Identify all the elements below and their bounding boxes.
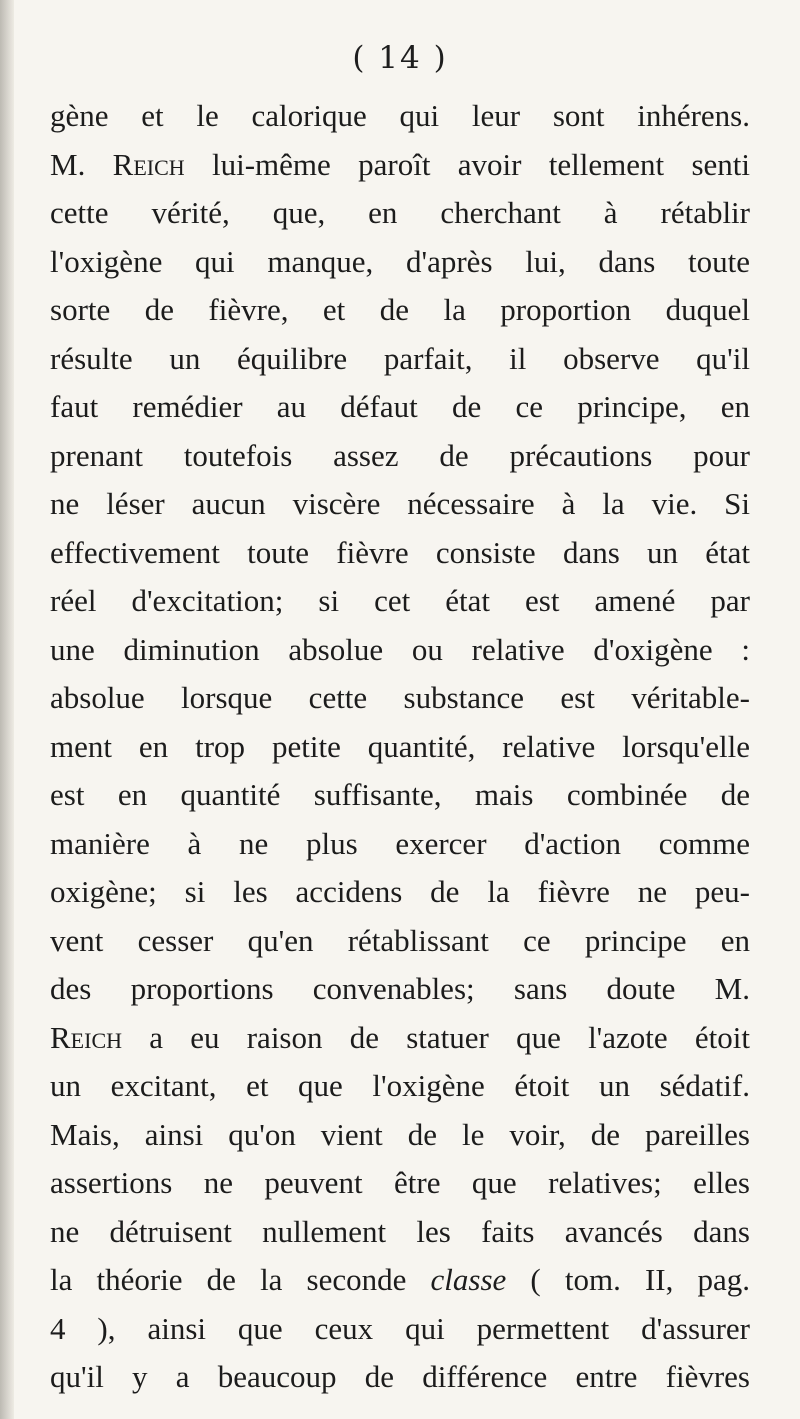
text-line — [50, 1014, 750, 1063]
text-line — [50, 674, 750, 723]
line-text: résulte un équilibre parfait, il observe qu'il — [50, 340, 750, 376]
text-line — [50, 238, 750, 287]
body-text — [50, 92, 750, 1402]
text-line — [50, 577, 750, 626]
text-line — [50, 771, 750, 820]
line-text: manière à ne plus exercer d'action comme — [50, 825, 750, 861]
text-line — [50, 820, 750, 869]
text-line — [50, 723, 750, 772]
line-text: la théorie de la seconde — [50, 1262, 431, 1297]
text-line — [50, 286, 750, 335]
line-text: 4 ), ainsi que ceux qui permettent d'assurer — [50, 1310, 750, 1346]
text-line — [50, 432, 750, 481]
text-line — [50, 1353, 750, 1402]
text-line — [50, 1111, 750, 1160]
text-line — [50, 868, 750, 917]
line-text: un excitant, et que l'oxigène étoit un sédatif. — [50, 1068, 750, 1103]
line-text: ne détruisent nullement les faits avancés dans — [50, 1213, 750, 1249]
page-number: ( 14 ) — [352, 40, 448, 76]
line-text: ne léser aucun viscère nécessaire à la vie. Si — [50, 486, 750, 521]
text-line — [50, 1256, 750, 1305]
line-text: effectivement toute fièvre consiste dans un état — [50, 534, 750, 570]
page-edge-shadow — [0, 0, 14, 1419]
text-line — [50, 1305, 750, 1354]
text-line — [50, 480, 750, 529]
text-line — [50, 1062, 750, 1111]
line-text: a eu raison de statuer que l'azote étoit — [122, 1019, 750, 1055]
line-text: M. — [50, 146, 113, 182]
line-text: prenant toutefois assez de précautions pour — [50, 437, 750, 473]
line-text: Mais, ainsi qu'on vient de le voir, de pareilles — [50, 1116, 750, 1152]
line-text: est en quantité suffisante, mais combinée de — [50, 777, 750, 812]
line-text: faut remédier au défaut de ce principe, en — [50, 389, 750, 424]
text-line — [50, 965, 750, 1014]
line-text: cette vérité, que, en cherchant à rétablir — [50, 195, 750, 230]
text-line — [50, 189, 750, 238]
line-text: des proportions convenables; sans doute M. — [50, 971, 750, 1006]
line-text: ment en trop petite quantité, relative lorsqu'elle — [50, 728, 750, 764]
line-text: une diminution absolue ou relative d'oxigène : — [50, 631, 750, 667]
line-text: réel d'excitation; si cet état est amené par — [50, 583, 750, 618]
text-line — [50, 92, 750, 141]
text-line — [50, 383, 750, 432]
line-text: vent cesser qu'en rétablissant ce principe en — [50, 922, 750, 958]
line-text: lui-même paroît avoir tellement senti — [184, 146, 750, 182]
line-text: oxigène; si les accidens de la fièvre ne peu- — [50, 874, 750, 909]
line-text: qu'il y a beaucoup de différence entre fièvres — [50, 1359, 750, 1394]
text-line — [50, 917, 750, 966]
text-line — [50, 1208, 750, 1257]
text-line — [50, 1159, 750, 1208]
text-line — [50, 141, 750, 190]
line-text: ( tom. II, pag. — [506, 1262, 750, 1297]
text-line — [50, 335, 750, 384]
author-name: Reich — [50, 1019, 123, 1055]
line-text: gène et le calorique qui leur sont inhérens. — [50, 98, 750, 133]
line-text: sorte de fièvre, et de la proportion duquel — [50, 292, 750, 327]
author-name: Reich — [112, 146, 185, 182]
italic-word: classe — [430, 1262, 507, 1297]
line-text: assertions ne peuvent être que relatives; elles — [50, 1165, 750, 1200]
text-line — [50, 529, 750, 578]
line-text: l'oxigène qui manque, d'après lui, dans toute — [50, 243, 750, 279]
text-line — [50, 626, 750, 675]
line-text: absolue lorsque cette substance est véritable- — [50, 680, 750, 715]
